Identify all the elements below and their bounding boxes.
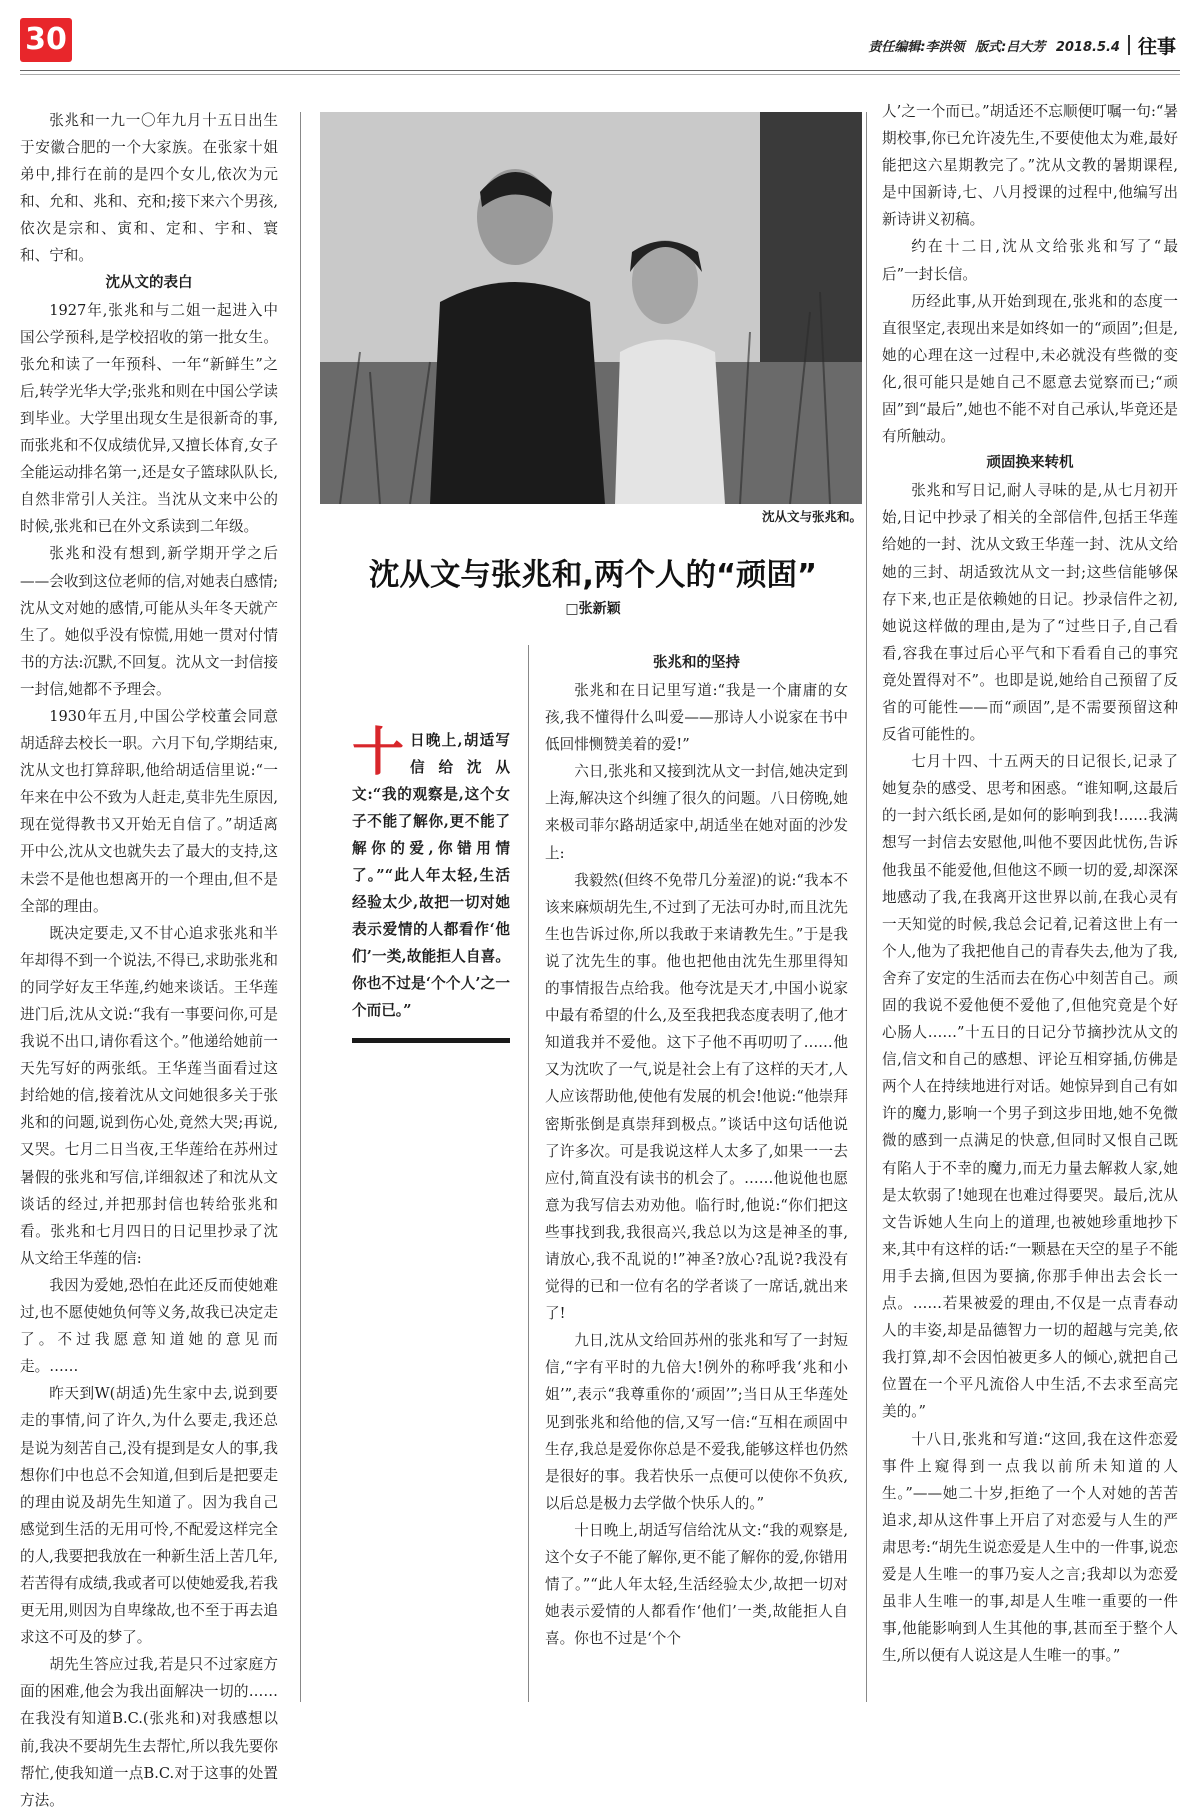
paragraph: 我毅然(但终不免带几分羞涩)的说:“我本不该来麻烦胡先生,不过到了无法可办时,而且沈先生也告诉过你,所以我敢于来请教先生。”于是我说了沈先生的事。他也把他由沈先生那里得知的事情报告点给我。他夸沈是天才,中国小说家中最有希望的什么,及至我把我态度表明了,他才知道我并不爱他。这下子他不再叨叨了……他又为沈吹了一气,说是社会上有了这样的天才,人人应该帮助他,使他有发展的机会!他说:“他崇拜密斯张倒是真崇拜到极点。”谈话中这句话他说了许多次。可是我说这样人太多了,如果一一去应付,简直没有读书的机会了。……他说他也愿意为我写信去劝劝他。临行时,他说:“你们把这些事找到我,我很高兴,我总以为这是神圣的事,请放心,我不乱说的!”神圣?放心?乱说?我没有觉得的已和一位有名的学者谈了一席话,就出来了! <box>545 871 848 1323</box>
article-author: □张新颖 <box>565 601 621 617</box>
pull-quote-text: 日晚上,胡适写信给沈从文:“我的观察是,这个女子不能了解你,更不能了解你的爱,你错用情了。”“此人年太轻,生活经验太少,故把一切对她表示爱情的人都看作‘他们’一类,故能拒人自喜。你也不过是‘个个人’之一个而已。” <box>352 732 510 1019</box>
paragraph: 我因为爱她,恐怕在此还反而使她难过,也不愿使她负何等义务,故我已决定走了。不过我愿意知道她的意见而走。…… <box>20 1276 278 1376</box>
article-photo <box>320 112 862 504</box>
photo-caption: 沈从文与张兆和。 <box>761 509 862 524</box>
article-title: 沈从文与张兆和,两个人的“顽固” <box>368 558 818 593</box>
pull-quote-rule <box>352 1038 510 1043</box>
issue-date: 2018.5.4 <box>1055 39 1120 55</box>
layout-credit: 版式:吕大芳 <box>975 39 1046 55</box>
drop-cap: 十 <box>352 723 405 783</box>
paragraph: 人’之一个而已。”胡适还不忘顺便叮嘱一句:“暑期校事,你已允许凌先生,不要使他太为难,最好能把这六星期教完了。”沈从文教的暑期课程,是中国新诗,七、八月授课的过程中,他编写出新诗讲义初稿。 <box>882 103 1178 229</box>
section-heading: 沈从文的表白 <box>105 274 193 291</box>
photo-illustration <box>320 112 862 504</box>
paragraph: 张兆和没有想到,新学期开学之后——会收到这位老师的信,对她表白感情;沈从文对她的感情,可能从头年冬天就产生了。她似乎没有惊慌,用她一贯对付情书的方法:沉默,不回复。沈从文一封信接一封信,她都不予理会。 <box>20 545 278 698</box>
paragraph: 1930年五月,中国公学校董会同意胡适辞去校长一职。六月下旬,学期结束,沈从文也打算辞职,他给胡适信里说:“一年来在中公不致为人赶走,莫非先生原因,现在觉得教书又开始无自信了。”胡适离开中公,沈从文也就失去了最大的支持,这未尝不是他也想离开的一个理由,但不是全部的理由。 <box>20 707 278 915</box>
header-rule-thin <box>20 74 1180 75</box>
section-heading: 顽固换来转机 <box>986 455 1074 472</box>
page-number: 30 <box>20 18 72 62</box>
paragraph: 张兆和一九一〇年九月十五日出生于安徽合肥的一个大家族。在张家十姐弟中,排行在前的是四个女儿,依次为元和、允和、兆和、充和;接下来六个男孩,依次是宗和、寅和、定和、宇和、寰和、宁和。 <box>20 112 278 265</box>
section-heading: 张兆和的坚持 <box>653 655 740 671</box>
column-name: 往事 <box>1137 35 1176 58</box>
paragraph: 张兆和写日记,耐人寻味的是,从七月初开始,日记中抄录了相关的全部信件,包括王华莲给她的一封、沈从文致王华莲一封、沈从文给她的三封、胡适致沈从文一封;这些信能够保存下来,也正是依赖她的日记。抄录信件之初,她说这样做的理由,是为了“过些日子,自己看看,容我在事过后心平气和下看看自己的事究竟处置得对不”。也即是说,她给自己预留了反省的可能性——而“顽固”,是不需要预留这种反省可能性的。 <box>882 482 1178 744</box>
header-rule <box>20 70 1180 71</box>
paragraph: 六日,张兆和又接到沈从文一封信,她决定到上海,解决这个纠缠了很久的问题。八日傍晚,她来极司菲尔路胡适家中,胡适坐在她对面的沙发上: <box>545 763 848 862</box>
paragraph: 张兆和在日记里写道:“我是一个庸庸的女孩,我不懂得什么叫爱——那诗人小说家在书中低回悱恻赞美着的爱!” <box>545 682 848 754</box>
editor-credit: 责任编辑:李洪领 <box>868 39 965 55</box>
paragraph: 昨天到W(胡适)先生家中去,说到要走的事情,问了许久,为什么要走,我还总是说为刻苦自己,没有提到是女人的事,我想你们中也总不会知道,但到后是把要走的理由说及胡先生知道了。因为我自己感觉到生活的无用可怜,不配爱这样完全的人,我要把我放在一种新生活上苦几年,若苦得有成绩,我或者可以使她爱我,若我更无用,则因为自卑缘故,也不至于再去追求这不可及的梦了。 <box>20 1385 278 1647</box>
text-column-3 <box>545 650 848 1652</box>
paragraph: 约在十二日,沈从文给张兆和写了“最后”一封长信。 <box>882 238 1178 283</box>
text-column-1 <box>20 107 278 1814</box>
paragraph: 九日,沈从文给回苏州的张兆和写了一封短信,“字有平时的九倍大!例外的称呼我‘兆和小姐’”,表示“我尊重你的‘顽固’”;当日从王华莲处见到张兆和给他的信,又写一信:“互相在顽固中生存,我总是爱你你总是不爱我,能够这样也仍然是很好的事。我若快乐一点便可以使你不负疚,以后总是极力去学做个快乐人的。” <box>545 1332 848 1512</box>
column-divider <box>866 112 867 1702</box>
header-separator <box>1128 35 1130 55</box>
paragraph: 胡先生答应过我,若是只不过家庭方面的困难,他会为我出面解决一切的……在我没有知道B.C.(张兆和)对我感想以前,我决不要胡先生去帮忙,所以我先要你帮忙,使我知道一点B.C.对于这事的处置方法。 <box>20 1656 278 1809</box>
column-divider <box>528 645 529 1702</box>
header-credits <box>862 36 1120 55</box>
page-header <box>862 30 1176 60</box>
paragraph: 十八日,张兆和写道:“这回,我在这件恋爱事件上窥得到一点我以前所未知道的人生。”——她二十岁,拒绝了一个人对她的苦苦追求,却从这件事上开启了对恋爱与人生的严肃思考:“胡先生说恋爱是人生中的一件事,说恋爱是人生唯一的事乃妄人之言;我却以为恋爱虽非人生唯一的事,却是人生唯一重要的一件事,他能影响到人生其他的事,甚而至于整个人生,所以便有人说这是人生唯一的事。” <box>882 1430 1178 1665</box>
paragraph: 既决定要走,又不甘心追求张兆和半年却得不到一个说法,不得已,求助张兆和的同学好友王华莲,约她来谈话。王华莲进门后,沈从文说:“我有一事要问你,可是我说不出口,请你看这个。”他递给她前一天先写好的两张纸。王华莲当面看过这封给她的信,接着沈从文问她很多关于张兆和的问题,说到伤心处,竟然大哭;再说,又哭。七月二日当夜,王华莲给在苏州过暑假的张兆和写信,详细叙述了和沈从文谈话的经过,并把那封信也转给张兆和看。张兆和七月四日的日记里抄录了沈从文给王华莲的信: <box>20 924 278 1267</box>
paragraph: 历经此事,从开始到现在,张兆和的态度一直很坚定,表现出来是如终如一的“顽固”;但是,她的心理在这一过程中,未必就没有些微的变化,很可能只是她自己不愿意去觉察而已;“顽固”到“最后”,她也不能不对自己承认,毕竟还是有所触动。 <box>882 292 1178 446</box>
column-divider <box>300 112 301 1702</box>
paragraph: 七月十四、十五两天的日记很长,记录了她复杂的感受、思考和困惑。“谁知啊,这最后的一封六纸长函,是如何的影响到我!……我满想写一封信去安慰他,叫他不要因此忧伤,告诉他我虽不能爱他,但他这不顾一切的爱,却深深地感动了我,在我离开这世界以前,在我心灵有一天知觉的时候,我总会记着,记着这世上有一个人,他为了我把他自己的青春失去,他为了我,舍弃了安定的生活而去在伤心中刻苦自己。顽固的我说不爱他便不爱他了,但他究竟是个好心肠人……”十五日的日记分节摘抄沈从文的信,信文和自己的感想、评论互相穿插,仿佛是两个人在持续地进行对话。她惊异到自己有如许的魔力,影响一个男子到这步田地,她不免微微的感到一点满足的快意,但同时又恨自己既有陷人于不幸的魔力,而无力量去解救人家,她是太软弱了!她现在也难过得要哭。最后,沈从文告诉她人生向上的道理,也被她珍重地抄下来,其中有这样的话:“一颗悬在天空的星子不能用手去摘,但因为要摘,你那手伸出去会长一点。……若果被爱的理由,不仅是一点青春动人的丰姿,却是品德智力一切的超越与完美,依我打算,却不会因怕被更多人的倾心,就把自己位置在一个平凡流俗人中生活,不去求至高完美的。” <box>882 753 1178 1421</box>
pull-quote <box>352 723 510 1024</box>
paragraph: 1927年,张兆和与二姐一起进入中国公学预科,是学校招收的第一批女生。张允和读了一年预科、一年“新鲜生”之后,转学光华大学;张兆和则在中国公学读到毕业。大学里出现女生是很新奇的事,而张兆和不仅成绩优异,又擅长体育,女子全能运动排名第一,还是女子篮球队队长,自然非常引人关注。当沈从文来中公的时候,张兆和已在外文系读到二年级。 <box>20 301 278 536</box>
paragraph: 十日晚上,胡适写信给沈从文:“我的观察是,这个女子不能了解你,更不能了解你的爱,你错用情了。”“此人年太轻,生活经验太少,故把一切对她表示爱情的人都看作‘他们’一类,故能拒人自喜。你也不过是‘个个 <box>545 1521 848 1648</box>
text-column-4 <box>882 98 1178 1669</box>
